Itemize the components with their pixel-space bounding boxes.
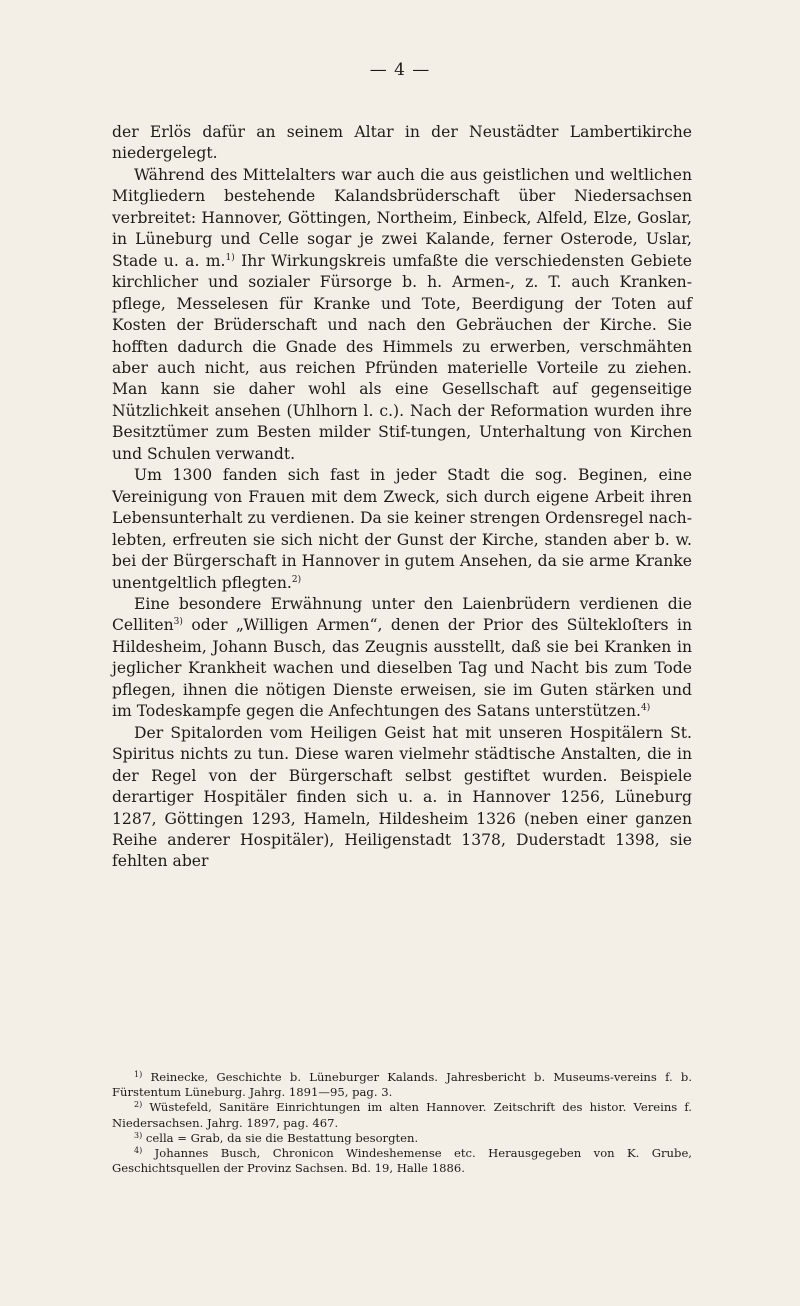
footnote-reference: 1) [225,252,235,263]
paragraph [112,594,692,723]
footnote-mark: 3) [134,1130,143,1140]
paragraph [112,165,692,465]
footnote-text: Wüstefeld, Sanitäre Einrichtungen im alten Hannover. Zeitschrift des histor. Vereins f. Niedersachsen. Jahrg. 1897, pag. 467. [112,1100,692,1130]
footnote-text: Reinecke, Geschichte b. Lüneburger Kalands. Jahresbericht b. Museums-vereins f. b. Fürstentum Lüneburg. Jahrg. 1891—95, pag. 3. [112,1070,692,1100]
footnote-text: cella = Grab, da sie die Bestattung besorgten. [142,1130,419,1145]
footnote-mark: 1) [134,1070,143,1079]
main-text [112,122,692,873]
footnote-reference: 2) [291,574,302,585]
paragraph-text: oder „Willigen Armen“, denen der Prior des Sültekloſters in Hildesheim, Johann Busch, das Zeugnis ausstellt, daß sie bei Kranken in jeglicher Krankheit wachen und dieselben Tag und Nacht bis zum Tode pflegen, ihnen die nötigen Dienste erweisen, sie im Guten stärken und im Todeskampfe gegen die Anfechtungen des Satans unterstützen. [112,616,692,721]
paragraph [112,122,692,165]
footnote-mark: 2) [134,1100,143,1110]
footnote [112,1131,692,1146]
footnote [112,1070,692,1100]
paragraph-text: Eine besondere Erwähnung unter den Laienbrüdern verdienen die Celliten [112,594,692,635]
footnote [112,1100,692,1130]
footnote-reference: 4) [640,703,651,714]
page-number: — 4 — [369,60,431,80]
paragraph-text: Während des Mittelalters war auch die aus geistlichen und weltlichen Mitgliedern bestehende Kalandsbrüderschaft über Niedersachsen verbreitet: Hannover, Göttingen, Northeim, Einbeck, Alfeld, Elze, Goslar, in Lüneburg und Celle sogar je zwei Kalande, ferner Osterode, Uslar, Stade u. a. m. [112,165,692,270]
footnote-reference: 3) [173,617,183,628]
footnote [112,1146,692,1176]
paragraph-text: Der Spitalorden vom Heiligen Geist hat mit unseren Hospitälern St. Spiritus nichts zu tun. Diese waren vielmehr städtische Anstalten, die in der Regel von der Bürgerschaft selbst gestiftet wurden. Beispiele derartiger Hospitäler finden sich u. a. in Hannover 1256, Lüneburg 1287, Göttingen 1293, Hameln, Hildesheim 1326 (neben einer ganzen Reihe anderer Hospitäler), Heiligenstadt 1378, Duderstadt 1398, sie fehlten aber [112,723,692,871]
paragraph-text: der Erlös dafür an seinem Altar in der Neustädter Lambertikirche niedergelegt. [112,123,692,163]
paragraph-text: Um 1300 fanden sich fast in jeder Stadt die sog. Beginen, eine Vereinigung von Frauen mit dem Zweck, sich durch eigene Arbeit ihren Lebensunterhalt zu verdienen. Da sie keiner strengen Ordensregel nach-lebten, erfreuten sie sich nicht der Gunst der Kirche, standen aber b. w. bei der Bürgerschaft in Hannover in gutem Ansehen, da sie arme Kranke unentgeltlich pflegten. [112,466,692,592]
paragraph [112,465,692,594]
paragraph [112,723,692,873]
paragraph-text: Ihr Wirkungskreis umfaßte die verschiedensten Gebiete kirchlicher und sozialer Fürsorge b. h. Armen-, z. T. auch Kranken-pflege, Messelesen für Kranke und Tote, Beerdigung der Toten auf Kosten der Brüderschaft und nach den Gebräuchen der Kirche. Sie hofften dadurch die Gnade des Himmels zu erwerben, verschmähten aber auch nicht, aus reichen Pfründen materielle Vorteile zu ziehen. Man kann sie daher wohl als eine Gesellschaft auf gegenseitige Nützlichkeit ansehen (Uhlhorn l. c.). Nach der Reformation wurden ihre Besitztümer zum Besten milder Stif-tungen, Unterhaltung von Kirchen und Schulen verwandt. [112,251,692,463]
footnote-text: Johannes Busch, Chronicon Windeshemense etc. Herausgegeben von K. Grube, Geschichtsquellen der Provinz Sachsen. Bd. 19, Halle 1886. [112,1146,692,1176]
footnotes [112,1070,692,1176]
footnote-mark: 4) [134,1146,143,1156]
